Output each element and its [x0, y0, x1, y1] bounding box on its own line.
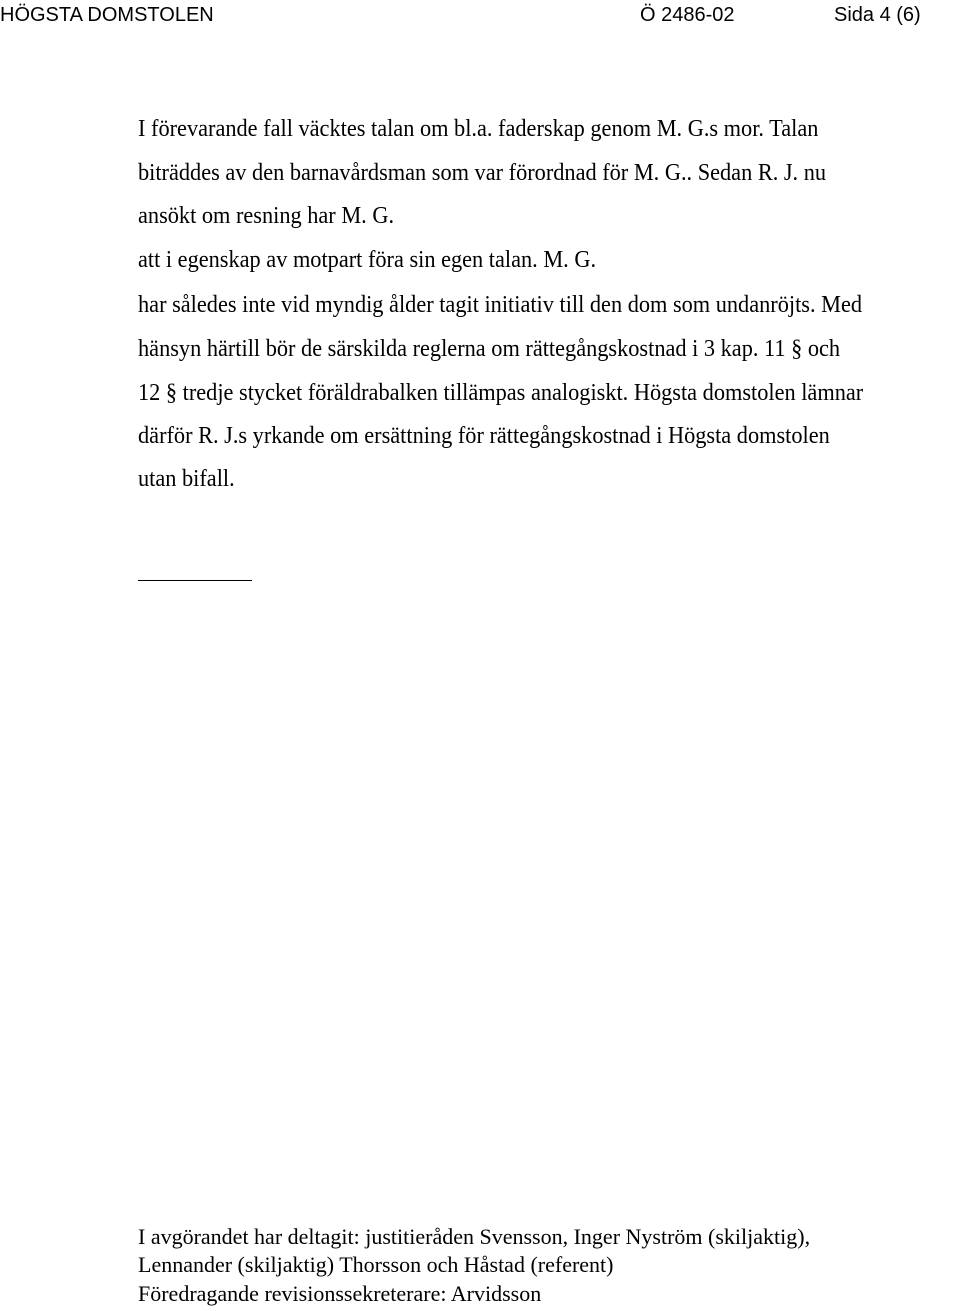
footer-line: Föredragande revisionssekreterare: Arvidsson	[138, 1281, 542, 1306]
body-line: I förevarande fall väcktes talan om bl.a. faderskap genom M. G.s mor. Talan	[138, 116, 819, 142]
body-line: biträddes av den barnavårdsman som var förordnad för M. G.. Sedan R. J. nu	[138, 160, 827, 186]
body-line: därför R. J.s yrkande om ersättning för rättegångskostnad i Högsta domstolen	[138, 423, 830, 449]
body-line: utan bifall.	[138, 466, 235, 492]
body-line: har således inte vid myndig ålder tagit initiativ till den dom som undanröjts. Med	[138, 292, 863, 318]
body-line: 12 § tredje stycket föräldrabalken tillämpas analogiskt. Högsta domstolen lämnar	[138, 380, 864, 406]
footer-line: I avgörandet har deltagit: justitieråden Svensson, Inger Nyström (skiljaktig),	[138, 1224, 811, 1249]
footer-line: Lennander (skiljaktig) Thorsson och Håstad (referent)	[138, 1252, 614, 1277]
page-number: Sida 4 (6)	[834, 4, 921, 26]
body-line: att i egenskap av motpart föra sin egen talan. M. G.	[138, 247, 597, 273]
court-name: HÖGSTA DOMSTOLEN	[0, 4, 214, 26]
case-number: Ö 2486-02	[640, 4, 735, 26]
body-line: ansökt om resning har M. G.	[138, 203, 395, 229]
separator-rule	[138, 580, 252, 581]
body-line: hänsyn härtill bör de särskilda reglerna om rättegångskostnad i 3 kap. 11 § och	[138, 336, 841, 362]
